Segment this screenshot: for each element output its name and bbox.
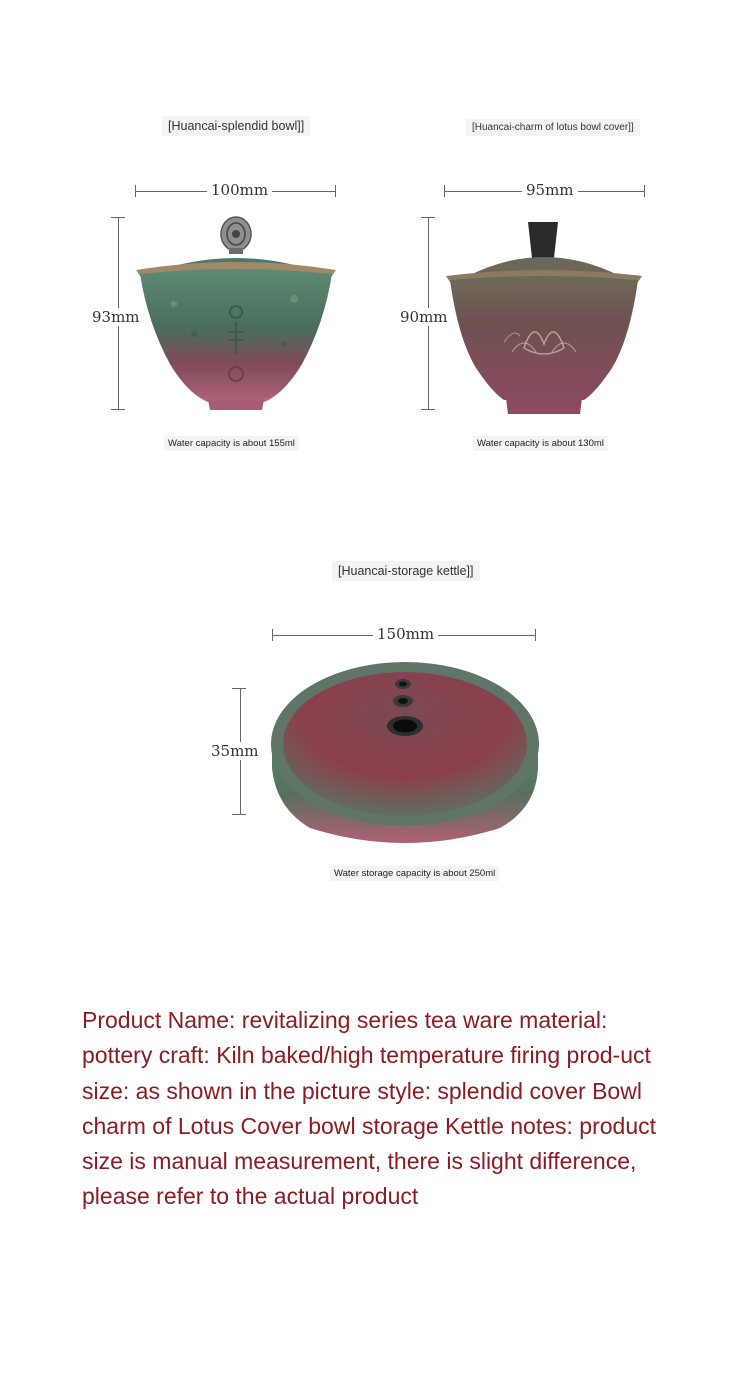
product-1-height-label: 93mm (88, 308, 144, 326)
product-1-capacity: Water capacity is about 155ml (164, 436, 299, 451)
product-2-title: [Huancai-charm of lotus bowl cover]] (466, 119, 640, 136)
product-3-title: [Huancai-storage kettle]] (332, 561, 480, 581)
product-3-capacity: Water storage capacity is about 250ml (330, 866, 499, 881)
product-1-title: [Huancai-splendid bowl]] (162, 116, 310, 136)
splendid-bowl-image (134, 214, 338, 412)
product-2-height-tick-bottom (421, 409, 435, 410)
product-2-width-label: 95mm (522, 181, 578, 199)
product-2-height-label: 90mm (396, 308, 452, 326)
product-1-height-tick-bottom (111, 409, 125, 410)
product-2-width-tick-right (644, 185, 645, 197)
product-3-height-tick-bottom (232, 814, 246, 815)
product-2-capacity: Water capacity is about 130ml (473, 436, 608, 451)
storage-kettle-image (270, 658, 540, 848)
product-3-height-label: 35mm (207, 742, 263, 760)
product-3-width-tick-right (535, 629, 536, 641)
product-3-height-tick-top (232, 688, 246, 689)
product-description: Product Name: revitalizing series tea ware material: pottery craft: Kiln baked/high temperature firing prod-uct size: as shown in the picture style: splendid cover Bowl charm of Lotus Cover bowl storage Kettle notes: product size is manual measurement, there is slight difference, please refer to the actual product (82, 1007, 657, 1210)
product-1-width-label: 100mm (207, 181, 272, 199)
lotus-bowl-image (444, 218, 644, 416)
product-3-width-tick-left (272, 629, 273, 641)
product-1-width-tick-left (135, 185, 136, 197)
product-1-height-tick-top (111, 217, 125, 218)
product-1-width-tick-right (335, 185, 336, 197)
product-3-width-label: 150mm (373, 625, 438, 643)
product-2-width-tick-left (444, 185, 445, 197)
product-2-height-tick-top (421, 217, 435, 218)
